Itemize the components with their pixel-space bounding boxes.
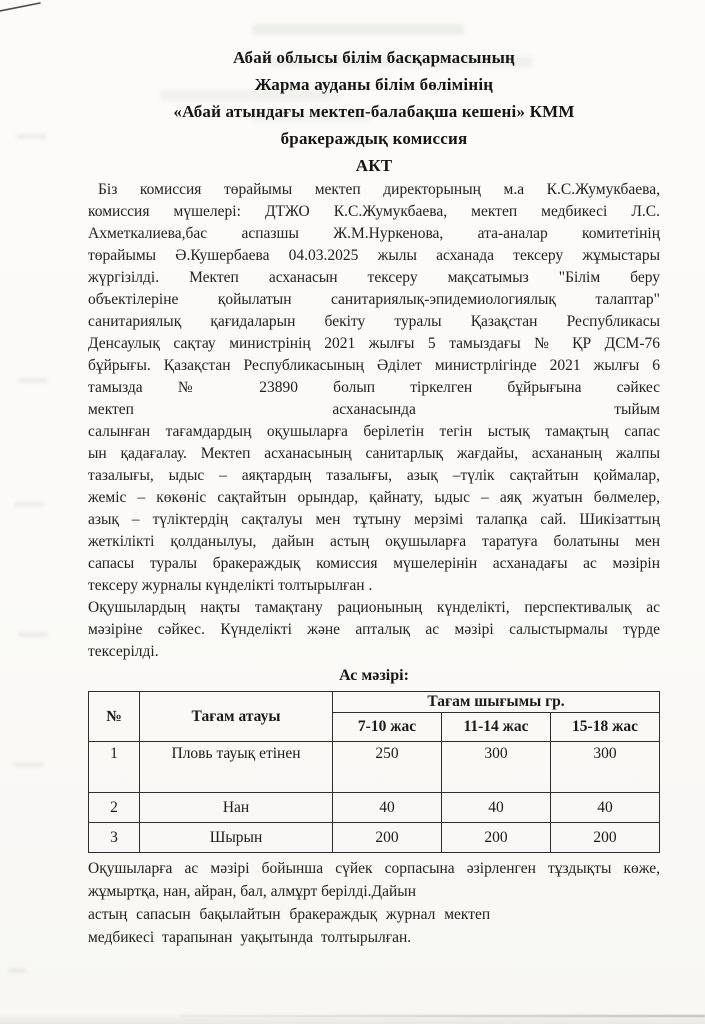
text-line: комиссия мүшелері: ДТЖО К.С.Жумукбаева, мектеп медбикесі Л.С. — [88, 203, 660, 220]
row-no: 3 — [89, 823, 140, 853]
main-paragraph — [88, 179, 660, 597]
text-line: Оқушыларға ас мәзірі бойынша сүйек сорпасына әзірленген тұздықты көже, — [88, 860, 660, 877]
menu-table-title: Ас мәзірі: — [339, 667, 409, 684]
row-value-7-10: 250 — [333, 742, 442, 793]
text-line: жүргізілді. Мектеп асханасын тексеру мақсатымыз "Білім беру — [88, 269, 660, 286]
row-dish-name: Пловь тауық етінен — [140, 742, 333, 793]
text-line: тамызда № 23890 болып тіркелген бұйрығына сәйкес — [88, 379, 660, 396]
row-value-11-14: 300 — [442, 742, 551, 793]
text-line: азық – түліктердің сақталуы мен тұтыну мерзімі талапқа сай. Шикізаттың — [88, 511, 660, 528]
scan-smudge-artifact — [14, 762, 44, 767]
menu-table — [88, 691, 660, 853]
text-line: Біз комиссия төрайымы мектеп директорының м.а К.С.Жумукбаева, — [98, 181, 660, 198]
text-line: Оқушылардың нақты тамақтану рационының күнделікті, перспективалық ас — [88, 599, 660, 616]
document-content — [88, 44, 660, 949]
bleed-through-artifact — [252, 24, 464, 35]
row-value-15-18: 40 — [551, 793, 660, 823]
scan-smudge-artifact — [8, 968, 26, 973]
text-line: салынған тағамдардың оқушыларға берілетін тегін ыстық тамақтың сапас — [88, 423, 660, 440]
scan-smudge-artifact — [18, 632, 48, 637]
text-line: ын қадағалау. Мектеп асханасының санитарлық жағдайы, асхананың жалпы — [88, 445, 660, 462]
table-header-row — [89, 692, 660, 713]
col-header-age-7-10: 7-10 жас — [333, 713, 442, 742]
text-line: санитариялық қағидаларын бекіту туралы Қазақстан Республикасы — [88, 313, 660, 330]
col-header-output-group: Тағам шығымы гр. — [333, 692, 660, 713]
scan-smudge-artifact — [14, 502, 44, 507]
col-header-age-11-14: 11-14 жас — [442, 713, 551, 742]
text-line: объектілеріне қойылатын санитариялық-эпидемиологиялық талаптар" — [88, 291, 660, 308]
closing-paragraph — [88, 857, 660, 949]
text-line: мектеп асханасында тыйым — [88, 401, 660, 418]
row-value-7-10: 200 — [333, 823, 442, 853]
row-value-11-14: 40 — [442, 793, 551, 823]
scan-smudge-artifact — [16, 134, 46, 139]
pen-mark-artifact — [0, 0, 60, 20]
text-line: бұйрығы. Қазақстан Республикасының Әділет министрлігінде 2021 жылғы 6 — [88, 357, 660, 374]
text-line: тексерілді. — [88, 643, 159, 660]
row-dish-name: Шырын — [140, 823, 333, 853]
row-value-15-18: 300 — [551, 742, 660, 793]
row-dish-name: Нан — [140, 793, 333, 823]
table-row — [89, 793, 660, 823]
text-line: жұмыртқа, нан, айран, бал, алмұрт берілді.Дайын — [88, 883, 416, 900]
col-header-age-15-18: 15-18 жас — [551, 713, 660, 742]
text-line: төрайымы Ә.Кушербаева 04.03.2025 жылы асханада тексеру жұмыстары — [88, 247, 660, 264]
scan-edge-shadow — [0, 1012, 705, 1024]
scan-smudge-artifact — [18, 378, 48, 383]
header-line-region: Абай облысы білім басқармасының — [232, 48, 516, 67]
row-value-11-14: 200 — [442, 823, 551, 853]
col-header-dish: Тағам атауы — [140, 692, 333, 742]
header-line-district: Жарма ауданы білім бөлімінің — [254, 75, 494, 94]
text-line: жеткілікті қолданылуы, дайын астың оқушыларға таратуға болатыны мен — [88, 533, 660, 550]
table-row — [89, 742, 660, 793]
text-line: тексеру журналы күнделікті толтырылған . — [88, 577, 373, 594]
document-header — [88, 44, 660, 179]
act-title: АКТ — [355, 156, 393, 175]
text-line: Ахметкалиева,бас аспазшы Ж.М.Нуркенова, ата-аналар комитетінің — [88, 225, 660, 242]
header-line-commission: бракераждық комиссия — [280, 129, 468, 148]
text-line: Денсаулық сақтау министрінің 2021 жылғы 5 тамыздағы № ҚР ДСМ-76 — [88, 335, 660, 352]
text-line: жеміс – көкөніс сақтайтын орындар, қайнату, ыдыс – аяқ жуатын бөлмелер, — [88, 489, 660, 506]
row-no: 2 — [89, 793, 140, 823]
text-line: сапасы туралы бракераждық комиссия мүшелерінін асханадағы ас мәзірін — [88, 555, 660, 572]
header-line-organization: «Абай атындағы мектеп-балабақша кешені» КММ — [173, 102, 575, 121]
text-line: мәзіріне сәйкес. Күнделікті және апталық ас мәзірі салыстырмалы түрде — [88, 621, 660, 638]
col-header-no: № — [89, 692, 140, 742]
text-line: тазалығы, ыдыс – аяқтардың тазалығы, азық –түлік сақтайтын қоймалар, — [88, 467, 660, 484]
row-value-7-10: 40 — [333, 793, 442, 823]
text-line: медбикесі тарапынан уақытында толтырылған. — [88, 929, 412, 946]
row-value-15-18: 200 — [551, 823, 660, 853]
table-row — [89, 823, 660, 853]
text-line: астың сапасын бақылайтын бракераждық журнал мектеп — [88, 906, 491, 923]
row-no: 1 — [89, 742, 140, 793]
ration-paragraph — [88, 597, 660, 663]
